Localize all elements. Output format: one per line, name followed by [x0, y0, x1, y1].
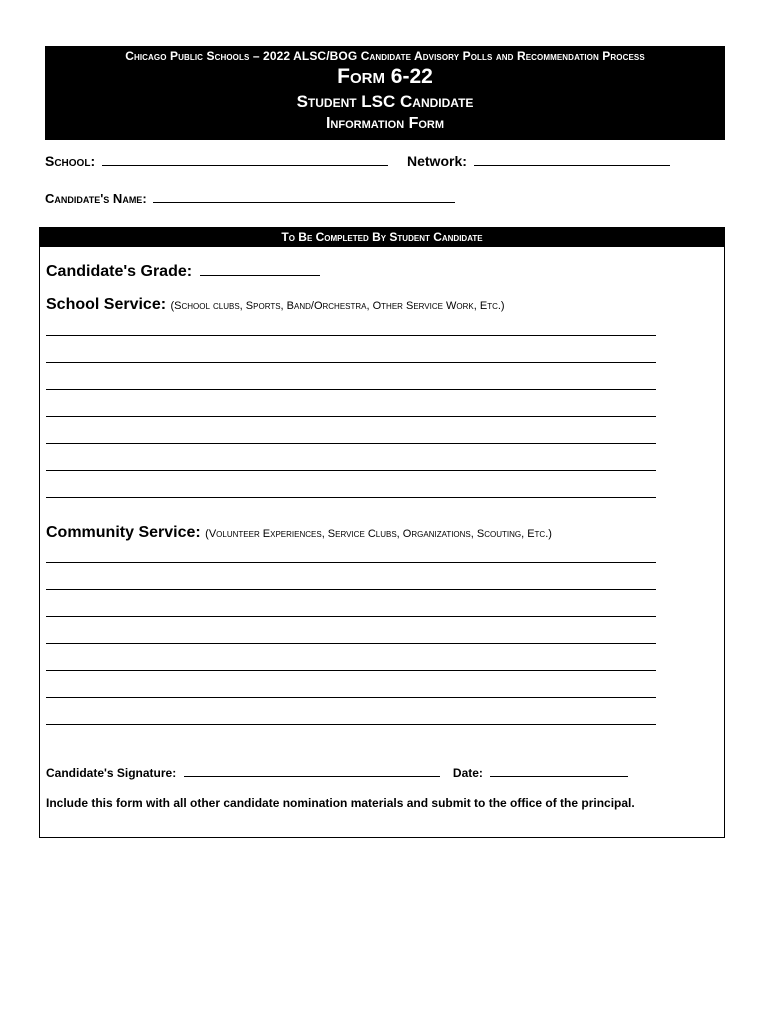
header-process-title: Chicago Public Schools – 2022 ALSC/BOG Candidate Advisory Polls and Recommendation Process: [125, 49, 645, 63]
student-section-box: [39, 227, 725, 838]
community-service-line[interactable]: [46, 697, 656, 698]
school-service-line[interactable]: [46, 389, 656, 390]
community-service-line[interactable]: [46, 643, 656, 644]
community-service-line[interactable]: [46, 724, 656, 725]
network-field: [407, 153, 670, 169]
date-label: Date:: [452, 766, 483, 780]
school-service-line[interactable]: [46, 497, 656, 498]
community-service-line[interactable]: [46, 562, 656, 563]
community-service-line[interactable]: [46, 589, 656, 590]
network-input-line[interactable]: [474, 153, 670, 166]
signature-row: [46, 764, 628, 780]
school-service-line[interactable]: [46, 362, 656, 363]
school-label: School:: [45, 153, 96, 169]
community-service-heading: [46, 524, 552, 542]
header-form-type: Information Form: [325, 115, 445, 132]
school-service-label: School Service:: [46, 296, 167, 313]
grade-input-line[interactable]: [200, 263, 320, 276]
community-service-line[interactable]: [46, 670, 656, 671]
school-service-heading: [46, 296, 505, 314]
community-service-label: Community Service:: [46, 524, 201, 541]
date-input-line[interactable]: [490, 764, 628, 777]
section-title: To Be Completed By Student Candidate: [40, 228, 724, 247]
candidate-name-field: [45, 190, 455, 206]
school-service-hint: (School clubs, Sports, Band/Orchestra, Other Service Work, Etc.): [170, 300, 505, 312]
candidate-name-label: Candidate's Name:: [45, 191, 147, 206]
community-service-hint: (Volunteer Experiences, Service Clubs, Organizations, Scouting, Etc.): [205, 528, 552, 540]
school-service-line[interactable]: [46, 335, 656, 336]
school-service-line[interactable]: [46, 470, 656, 471]
school-input-line[interactable]: [102, 153, 388, 166]
grade-label: Candidate's Grade:: [46, 263, 193, 280]
signature-input-line[interactable]: [184, 764, 440, 777]
submission-instructions: Include this form with all other candidate nomination materials and submit to the office of the principal.: [46, 796, 635, 810]
school-service-line[interactable]: [46, 416, 656, 417]
header-form-number: Form 6-22: [337, 65, 433, 88]
network-label: Network:: [407, 153, 467, 169]
school-service-line[interactable]: [46, 443, 656, 444]
form-header: [45, 46, 725, 140]
candidate-name-input-line[interactable]: [153, 190, 455, 203]
community-service-line[interactable]: [46, 616, 656, 617]
header-form-subject: Student LSC Candidate: [296, 92, 474, 111]
grade-field: [46, 263, 320, 281]
signature-label: Candidate's Signature:: [46, 766, 177, 780]
school-field: [45, 153, 388, 169]
